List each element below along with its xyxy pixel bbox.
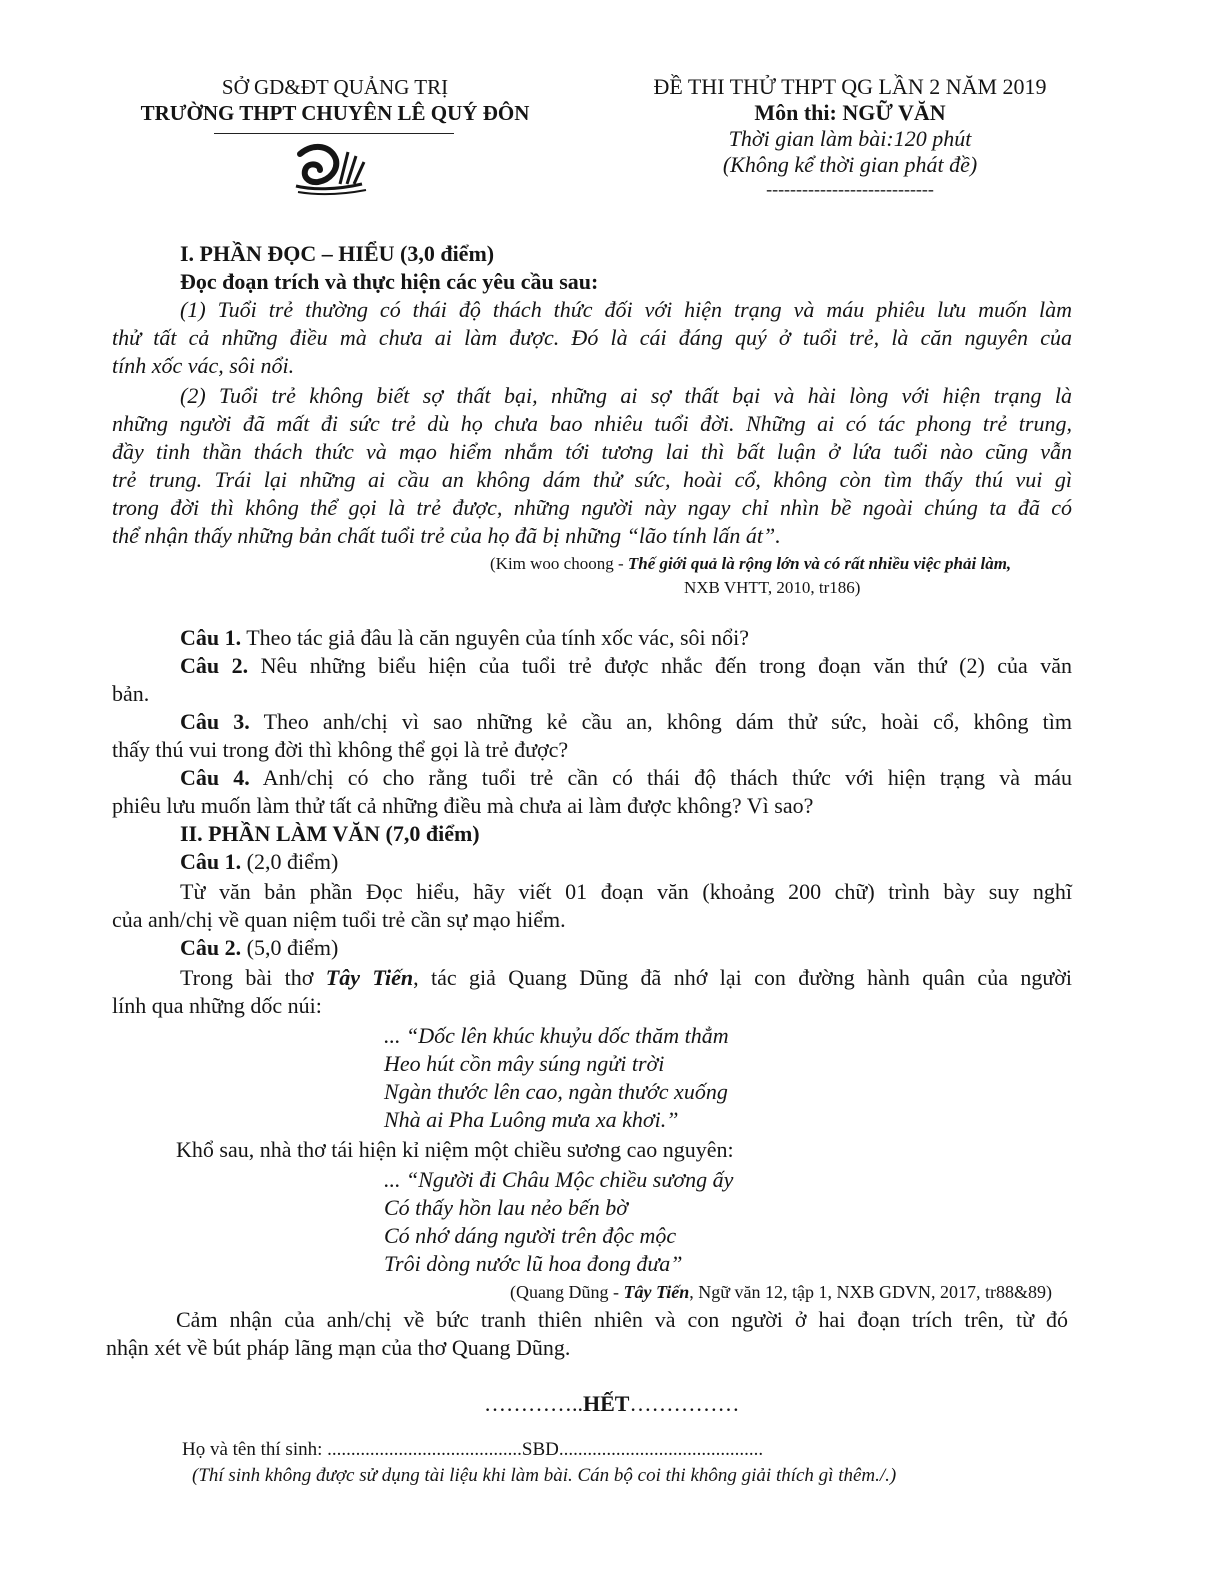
question-label: Câu 2. — [180, 653, 249, 678]
question-1 — [180, 624, 749, 652]
poem-source — [510, 1280, 1052, 1304]
question-text: thấy thú vui trong đời thì không thể gọi là trẻ được? — [112, 737, 569, 762]
question-points: (5,0 điểm) — [241, 935, 339, 960]
intro-text: , tác giả Quang Dũng đã nhớ lại con đường hành quân của người — [413, 965, 1073, 990]
essay-question-1 — [180, 848, 338, 876]
intro-text: Trong bài thơ — [180, 965, 326, 990]
passage-line: thử tất cả những điều mà chưa ai làm được. Đó là cái đáng quý ở tuổi trẻ, là căn nguyên của — [112, 325, 1072, 350]
poem-line: Có thấy hồn lau nẻo bến bờ — [384, 1195, 628, 1220]
poem-line: Heo hút cồn mây súng ngửi trời — [384, 1051, 665, 1076]
question-2 — [180, 652, 1072, 680]
subject-label: Môn thi: — [754, 100, 843, 125]
time-allowed: Thời gian làm bài:120 phút — [728, 126, 972, 151]
question-label: Câu 2. — [180, 935, 242, 960]
school-logo-icon — [292, 140, 372, 196]
question-text: phiêu lưu muốn làm thử tất cả những điều mà chưa ai làm được không? Vì sao? — [112, 793, 814, 818]
part2-title: II. PHẦN LÀM VĂN (7,0 điểm) — [180, 821, 480, 846]
source-text: (Quang Dũng - — [510, 1282, 624, 1302]
passage-line: những người đã mất đi sức trẻ dù họ chưa bao nhiêu tuổi đời. Những ai có tác phong trẻ trung, — [112, 411, 1072, 436]
end-word: HẾT — [583, 1391, 630, 1416]
header-right — [600, 74, 1100, 200]
passage-line: đầy tinh thần thách thức và mạo hiểm nhắm tới tương lai thì bất luận ở lứa tuổi nào cũng vẫn — [112, 439, 1072, 464]
task-line: Cảm nhận của anh/chị về bức tranh thiên nhiên và con người ở hai đoạn trích trên, từ đó — [176, 1307, 1068, 1332]
source-author: (Kim woo choong - — [490, 554, 628, 573]
end-dots: …………… — [629, 1391, 740, 1416]
question-text: Nêu những biểu hiện của tuổi trẻ được nhắc đến trong đoạn văn thứ (2) của văn — [260, 653, 1073, 678]
passage-line: trẻ trung. Trái lại những ai cầu an không dám thử sức, hoài cổ, không còn tìm thấy thú vui gì — [112, 467, 1072, 492]
passage-line: (1) Tuổi trẻ thường có thái độ thách thức đối với hiện trạng và máu phiêu lưu muốn làm — [180, 297, 1072, 322]
question-3 — [180, 708, 1072, 736]
time-note: (Không kể thời gian phát đề) — [722, 152, 978, 177]
candidate-line: Họ và tên thí sinh: .........................................SBD........................................... — [182, 1439, 764, 1460]
source-text: , Ngữ văn 12, tập 1, NXB GDVN, 2017, tr88&89) — [689, 1282, 1053, 1302]
end-marker — [484, 1390, 739, 1418]
essay-question-2 — [180, 934, 338, 962]
question-label: Câu 4. — [180, 765, 250, 790]
exam-title: ĐỀ THI THỬ THPT QG LẦN 2 NĂM 2019 — [653, 74, 1047, 99]
header-left-rule — [214, 133, 454, 134]
task-line: nhận xét về bút pháp lãng mạn của thơ Quang Dũng. — [106, 1335, 571, 1360]
passage-source — [490, 552, 1011, 576]
poem-line: ... “Dốc lên khúc khuỷu dốc thăm thẳm — [384, 1023, 729, 1048]
poem-line: Trôi dòng nước lũ hoa đong đưa” — [384, 1251, 683, 1276]
poem-line: Ngàn thước lên cao, ngàn thước xuống — [384, 1079, 728, 1104]
question-text: của anh/chị về quan niệm tuổi trẻ cần sự mạo hiểm. — [112, 907, 566, 932]
poem-title: Tây Tiến — [325, 965, 414, 990]
question-text: Từ văn bản phần Đọc hiểu, hãy viết 01 đoạn văn (khoảng 200 chữ) trình bày suy nghĩ — [180, 879, 1072, 904]
subject-name: NGỮ VĂN — [842, 100, 946, 125]
dept-name: SỞ GD&ĐT QUẢNG TRỊ — [221, 75, 449, 99]
footer-note: (Thí sinh không được sử dụng tài liệu khi làm bài. Cán bộ coi thi không giải thích gì thêm./.) — [192, 1465, 897, 1486]
source-title: Tây Tiến — [623, 1282, 690, 1302]
part1-title: I. PHẦN ĐỌC – HIỂU (3,0 điểm) — [180, 241, 495, 266]
intro-text: lính qua những dốc núi: — [112, 993, 322, 1018]
question-text: Theo tác giả đâu là căn nguyên của tính xốc vác, sôi nổi? — [246, 625, 749, 650]
passage-line: tính xốc vác, sôi nổi. — [112, 353, 295, 378]
question-4 — [180, 764, 1072, 792]
question-label: Câu 3. — [180, 709, 250, 734]
question-label: Câu 1. — [180, 849, 242, 874]
dash-line: ---------------------------- — [766, 179, 934, 199]
passage-line: (2) Tuổi trẻ không biết sợ thất bại, những ai sợ thất bại và hài lòng với hiện trạng là — [180, 383, 1072, 408]
header-left — [110, 74, 560, 126]
subject-line — [600, 100, 1100, 126]
question-text: bản. — [112, 681, 150, 706]
school-name: TRƯỜNG THPT CHUYÊN LÊ QUÝ ĐÔN — [140, 101, 530, 125]
source-publisher: NXB VHTT, 2010, tr186) — [684, 578, 861, 597]
end-dots: ………….. — [484, 1391, 583, 1416]
source-title: Thế giới quả là rộng lớn và có rất nhiều việc phải làm, — [627, 554, 1012, 573]
passage-line: thể nhận thấy những bản chất tuổi trẻ của họ đã bị những “lão tính lấn át”. — [112, 523, 781, 548]
passage-line: trong đời thì không thể gọi là trẻ được, những người này ngay chỉ nhìn bề ngoài chúng ta đã có — [112, 495, 1072, 520]
question-2-intro — [180, 964, 1072, 992]
question-text: Anh/chị có cho rằng tuổi trẻ cần có thái độ thách thức với hiện trạng và máu — [262, 765, 1073, 790]
question-label: Câu 1. — [180, 625, 242, 650]
poem-line: Có nhớ dáng người trên độc mộc — [384, 1223, 677, 1248]
part1-instruction: Đọc đoạn trích và thực hiện các yêu cầu sau: — [180, 269, 599, 294]
poem2-intro: Khổ sau, nhà thơ tái hiện kỉ niệm một chiều sương cao nguyên: — [176, 1137, 734, 1162]
poem-line: ... “Người đi Châu Mộc chiều sương ấy — [384, 1167, 734, 1192]
question-points: (2,0 điểm) — [241, 849, 339, 874]
poem-line: Nhà ai Pha Luông mưa xa khơi.” — [384, 1107, 679, 1132]
question-text: Theo anh/chị vì sao những kẻ cầu an, không dám thử sức, hoài cổ, không tìm — [263, 709, 1072, 734]
